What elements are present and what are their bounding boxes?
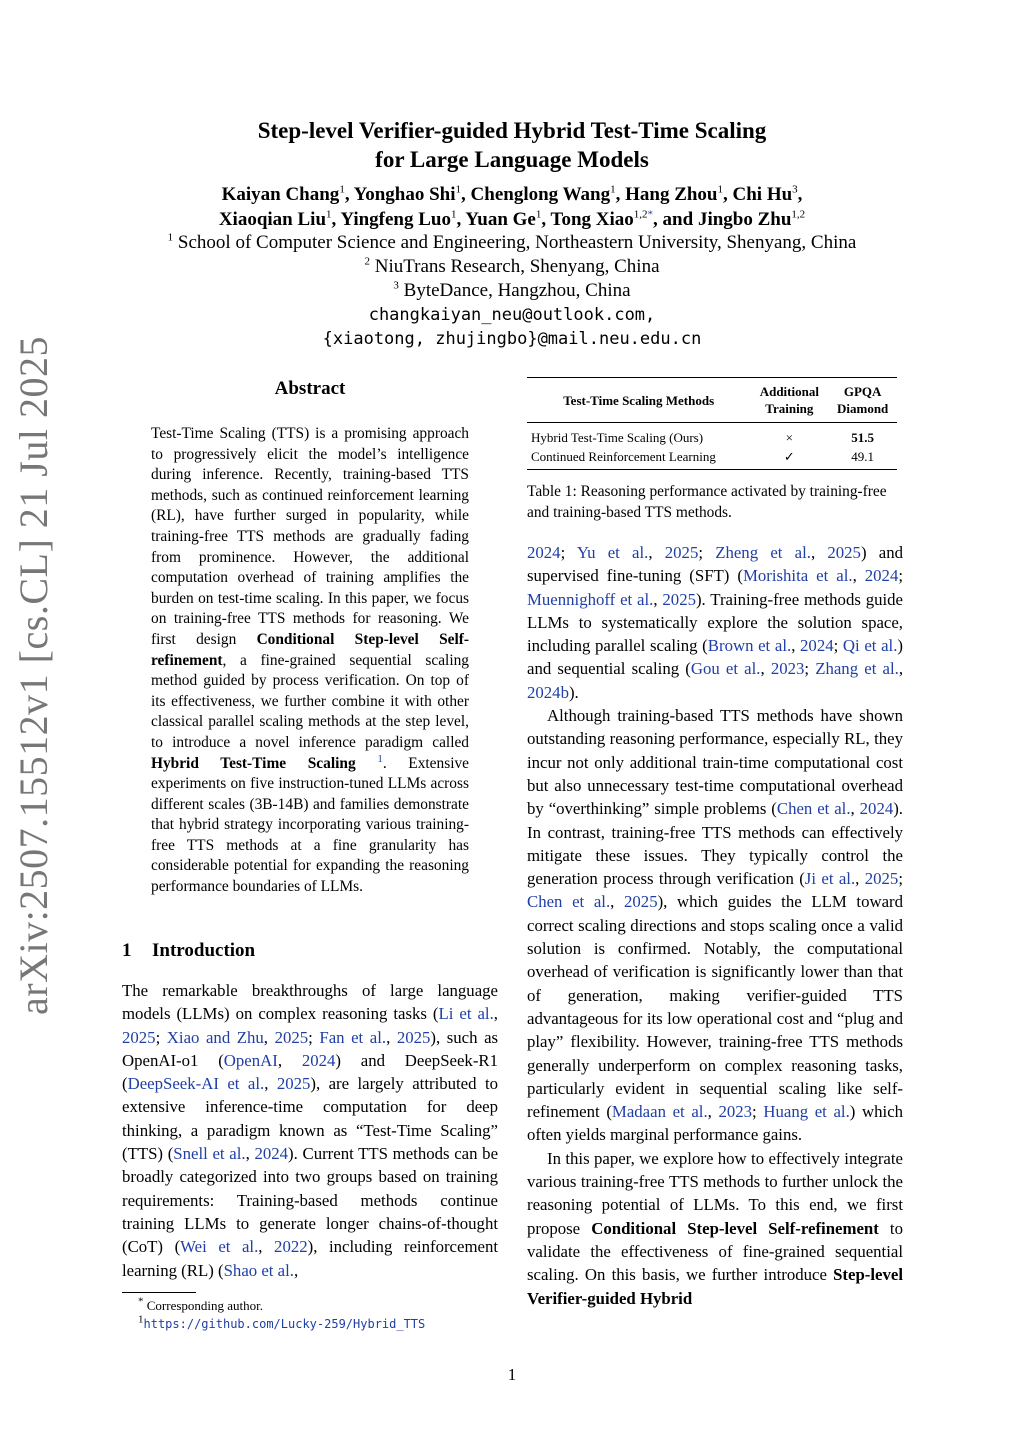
page-number: 1 <box>507 1365 517 1384</box>
citation-link[interactable]: 2023 <box>718 1102 753 1122</box>
email-line-2: {xiaotong, zhujingbo}@mail.neu.edu.cn <box>322 329 702 349</box>
citation-link[interactable]: Zheng et al. <box>715 543 811 562</box>
author-name: Hang Zhou <box>625 184 718 205</box>
citation-link[interactable]: DeepSeek-AI et al. <box>127 1074 265 1094</box>
paragraph: In this paper, we explore how to effectively integrate various training-free TTS methods to further unlock the reasoning potential of LLMs. To this end, we first propose Conditional Step-level Self-refinement to validate the effectiveness of fine-grained sequential scaling. On this basis, we further introduce Step-level Verifier-guided Hybrid <box>527 1148 903 1308</box>
citation-link[interactable]: Chen et al. <box>776 799 851 819</box>
affiliation-1: $^1$ School of Computer Science and Engineering, Northeastern University, Shenyang, China <box>167 231 857 253</box>
citation-link[interactable]: Li et al. <box>438 1004 494 1024</box>
title-line-1: Step-level Verifier-guided Hybrid Test-Time Scaling <box>257 118 767 143</box>
affiliation-mark: 1,2 <box>791 208 806 221</box>
footnote-divider <box>122 1292 196 1293</box>
table-row: Continued Reinforcement Learning ✓ 49.1 <box>527 447 897 470</box>
citation-link[interactable]: 2025 <box>827 543 861 562</box>
citation-link[interactable]: Shao et al. <box>223 1260 294 1280</box>
citation-link[interactable]: Xiao and Zhu <box>166 1027 264 1047</box>
introduction-paragraph: The remarkable breakthroughs of large language models (LLMs) on complex reasoning tasks (Li et al., 2025; Xiao and Zhu, 2025; Fan et al., 2025), such as OpenAI-o1 (OpenAI, 2024) and DeepSeek-R1 (DeepSeek-AI et al., 2025), are largely attributed to extensive inference-time computation for deep thinking, a paradigm known as “Test-Time Scaling” (TTS) (Snell et al., 2024). Current TTS methods can be broadly categorized into two groups based on training requirements: Training-based methods continue training LLMs to generate longer chains-of-thought (CoT) (Wei et al., 2022), including reinforcement learning (RL) (Shao et al., <box>122 981 499 1280</box>
citation-link[interactable]: OpenAI <box>223 1050 278 1070</box>
citation-link[interactable]: Snell et al. <box>173 1144 246 1164</box>
citation-link[interactable]: 2025 <box>664 543 699 562</box>
citation-link[interactable]: 2025 <box>396 1027 431 1047</box>
affiliation-mark: 1 <box>455 183 462 196</box>
citation-link[interactable]: Huang et al. <box>763 1102 850 1122</box>
abstract-heading: Abstract <box>274 378 346 399</box>
citation-link[interactable]: 2025 <box>274 1027 309 1047</box>
table-caption: Table 1: Reasoning performance activated by training-free and training-based TTS methods. <box>527 483 887 521</box>
author-list <box>0 182 1024 232</box>
author-line-1: Kaiyan Chang$^1$, Yonghao Shi$^1$, Chenglong Wang$^1$, Hang Zhou$^1$, Chi Hu$^3$, <box>221 183 803 205</box>
right-column-text <box>527 541 903 1310</box>
table-row: Hybrid Test-Time Scaling (Ours) × 51.5 <box>531 430 875 445</box>
citation-link[interactable]: 2025 <box>624 892 658 912</box>
footnote-url: $^1$https://github.com/Lucky-259/Hybrid_TTS <box>138 1313 426 1331</box>
citation-link[interactable]: Brown et al. <box>707 636 792 656</box>
table-header-training: Additional Training <box>759 384 819 416</box>
citation-link[interactable]: 2024 <box>864 566 899 586</box>
citation-link[interactable]: Zhang et al. <box>815 659 899 679</box>
citation-link[interactable]: 2024 <box>800 636 834 656</box>
affiliation-2: $^2$ NiuTrans Research, Shenyang, China <box>364 255 660 277</box>
citation-link[interactable]: 2024b <box>527 682 569 702</box>
author-name: Xiaoqian Liu <box>218 209 327 230</box>
results-table <box>527 377 897 470</box>
section-heading-introduction: 1 Introduction <box>122 940 256 961</box>
arxiv-identifier-stamp: arXiv:2507.15512v1 [cs.CL] 21 Jul 2025 <box>11 336 56 1015</box>
title-line-2: for Large Language Models <box>375 147 649 172</box>
citation-link[interactable]: 2025 <box>864 869 899 889</box>
corresponding-mark[interactable]: * <box>647 208 654 221</box>
affiliation-mark: 1 <box>451 208 457 221</box>
citation-link[interactable]: 2023 <box>770 659 805 679</box>
affiliation-mark: 1 <box>339 183 345 196</box>
citation-link[interactable]: Chen et al. <box>527 892 611 912</box>
citation-link[interactable]: Fan et al. <box>319 1027 387 1047</box>
affiliation-mark: 1 <box>535 208 542 221</box>
author-name: Chi Hu <box>732 184 793 205</box>
citation-link[interactable]: Ji et al. <box>804 869 856 889</box>
citation-link[interactable]: 2025 <box>276 1074 311 1094</box>
author-name: Tong Xiao <box>550 209 634 230</box>
citation-link[interactable]: 2024 <box>254 1144 289 1164</box>
table-header-gpqa: GPQA Diamond <box>836 384 889 416</box>
author-name: Yonghao Shi <box>353 184 456 205</box>
citation-link[interactable]: Wei et al. <box>180 1237 259 1257</box>
affiliation-mark: 1 <box>326 208 332 221</box>
author-name: Yingfeng Luo <box>340 209 451 230</box>
affiliation-mark: 1 <box>717 183 723 196</box>
affiliation-mark: 1 <box>610 183 616 196</box>
citation-link[interactable]: 2024 <box>301 1050 336 1070</box>
citation-link[interactable]: 2025 <box>122 1027 156 1047</box>
author-line-2: Xiaoqian Liu$^1$, Yingfeng Luo$^1$, Yuan Ge$^1$, Tong Xiao$^{1,2*}$, and Jingbo Zhu$^{1,2}$ <box>218 208 806 230</box>
citation-link[interactable]: 2024 <box>859 799 894 819</box>
author-name: Yuan Ge <box>465 209 536 230</box>
author-name: Chenglong Wang <box>470 184 611 205</box>
author-name: Kaiyan Chang <box>221 184 340 205</box>
paper-title <box>0 116 1024 174</box>
citation-link[interactable]: Gou et al. <box>690 659 761 679</box>
footnote-mark[interactable]: 1 <box>377 752 383 765</box>
paragraph: 2024; Yu et al., 2025; Zheng et al., 2025) and supervised fine-tuning (SFT) (Morishita et al., 2024; Muennighoff et al., 2025). Training-free methods guide LLMs to systematically explore the solution space, including parallel scaling (Brown et al., 2024; Qi et al.) and sequential scaling (Gou et al., 2023; Zhang et al., 2024b). <box>527 543 904 702</box>
abstract-text: Test-Time Scaling (TTS) is a promising approach to progressively elicit the model’s intelligence during inference. Recently, training-based TTS methods, such as continued reinforcement learning (RL), have further surged in popularity, while training-free TTS methods are gradually fading from prominence. However, the additional computation overhead of training amplifies the burden on test-time scaling. In this paper, we focus on training-free TTS methods for reasoning. We first design Conditional Step-level Self-refinement, a fine-grained sequential scaling method guided by process verification. On top of its effectiveness, we further combine it with other classical parallel scaling methods at the step level, to introduce a novel inference paradigm called Hybrid Test-Time Scaling $^1$. Extensive experiments on five instruction-tuned LLMs across different scales (3B-14B) and families demonstrate that hybrid strategy incorporating various training-free TTS methods at a fine granularity has considerable potential for expanding the reasoning performance boundaries of LLMs. <box>151 425 469 896</box>
citation-link[interactable]: 2025 <box>662 589 696 609</box>
citation-link[interactable]: 2022 <box>274 1237 308 1257</box>
github-link[interactable]: https://github.com/Lucky-259/Hybrid_TTS <box>143 1317 426 1331</box>
citation-link[interactable]: Qi et al. <box>842 636 898 656</box>
citation-link[interactable]: Muennighoff et al. <box>527 589 654 609</box>
author-name: Jingbo Zhu <box>697 209 792 230</box>
citation-link[interactable]: Morishita et al. <box>742 566 853 586</box>
citation-link[interactable]: Yu et al. <box>576 543 649 562</box>
affiliations <box>0 231 1024 351</box>
paragraph: Although training-based TTS methods have shown outstanding reasoning performance, especially RL, they incur not only additional train-time computational cost but also unnecessary test-time computational overhead by “overthinking” simple problems (Chen et al., 2024). In contrast, training-free TTS methods can effectively mitigate these issues. They typically control the generation process through verification (Ji et al., 2025; Chen et al., 2025), which guides the LLM toward correct scaling directions and stops scaling once a valid solution is confirmed. Notably, the computational overhead of verification is significantly lower than that of generation, making verifier-guided TTS advantageous for its low operational cost and “plug and play” flexibility. However, training-free TTS methods generally underperform on complex reasoning tasks, particularly evident in sequential scaling like self-refinement (Madaan et al., 2023; Huang et al.) which often yields marginal performance gains. <box>527 706 904 1145</box>
affiliation-mark: 3 <box>792 183 798 196</box>
table-header-method: Test-Time Scaling Methods <box>563 392 715 408</box>
footnotes <box>138 1297 425 1333</box>
citation-link[interactable]: Madaan et al. <box>611 1102 708 1122</box>
email-line-1: changkaiyan_neu@outlook.com, <box>368 305 656 325</box>
citation-link[interactable]: 2024 <box>527 543 561 562</box>
affiliation-3: $^3$ ByteDance, Hangzhou, China <box>393 279 631 301</box>
footnote-corresponding: * Corresponding author. <box>138 1295 264 1313</box>
affiliation-mark: 1,2* <box>633 208 654 221</box>
